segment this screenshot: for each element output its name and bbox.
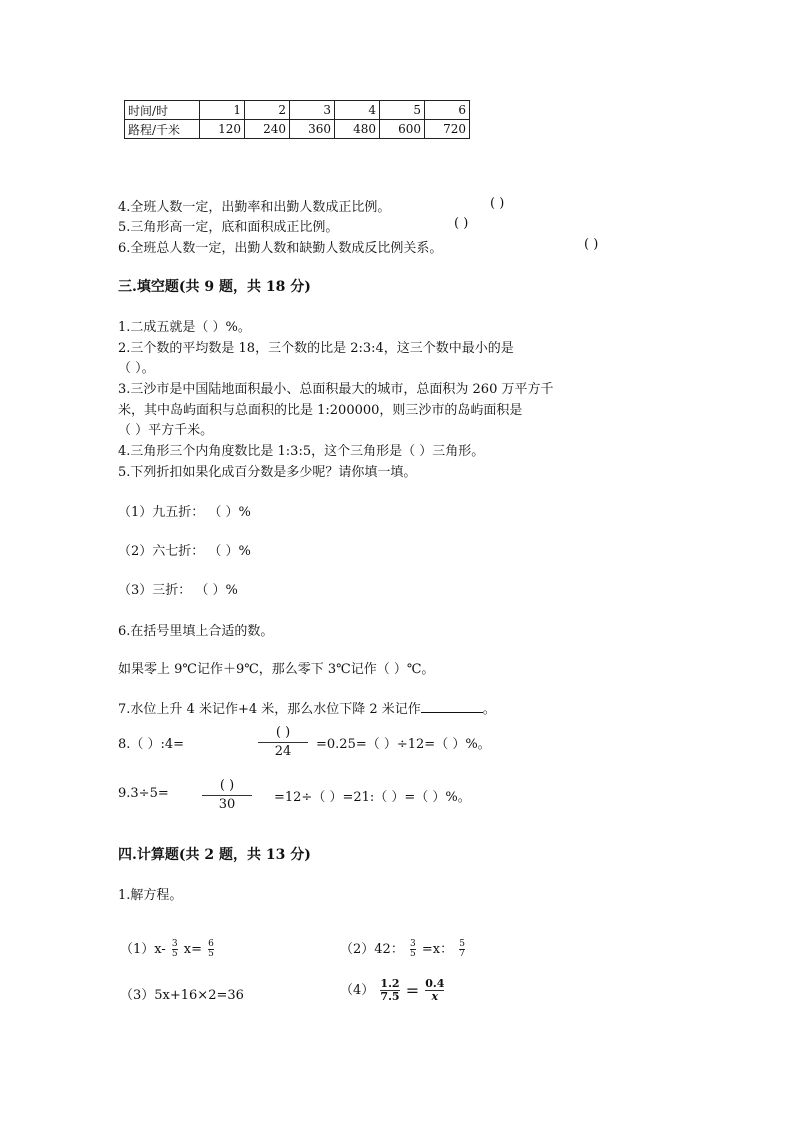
fraction bbox=[172, 940, 178, 959]
table-cell: 4 bbox=[335, 101, 380, 120]
fraction bbox=[410, 940, 416, 959]
judge-question-5: 5.三角形高一定，底和面积成正比例。 bbox=[118, 220, 339, 235]
fill-question-9-left: 9.3÷5= bbox=[118, 786, 169, 801]
equation-2 bbox=[340, 938, 467, 959]
table-cell: 240 bbox=[245, 120, 290, 139]
fill-question-1: 1.二成五就是（ ）%。 bbox=[118, 320, 251, 335]
fill-question-8-right: =0.25=（ ）÷12=（ ）%。 bbox=[316, 737, 491, 752]
table-cell: 1 bbox=[200, 101, 245, 120]
question-text: 7.水位上升 4 米记作+4 米，那么水位下降 2 米记作 bbox=[118, 702, 421, 717]
fill-question-2: 2.三个数的平均数是 18，三个数的比是 2:3:4，这三个数中最小的是 bbox=[118, 341, 514, 356]
equals-sign: = bbox=[405, 981, 420, 1000]
question-end: 。 bbox=[482, 702, 496, 717]
fill-question-5-2: （2）六七折： （ ）% bbox=[118, 544, 251, 559]
equation-4 bbox=[340, 978, 446, 1003]
answer-paren[interactable]: ( ) bbox=[584, 237, 599, 252]
fill-question-6: 6.在括号里填上合适的数。 bbox=[118, 624, 274, 639]
table-row bbox=[125, 101, 470, 120]
fill-question-7 bbox=[118, 698, 496, 717]
answer-blank[interactable] bbox=[421, 700, 483, 713]
fraction-bar bbox=[202, 795, 252, 796]
fill-question-5-3: （3）三折： （ ）% bbox=[118, 583, 238, 598]
table-cell: 3 bbox=[290, 101, 335, 120]
fraction bbox=[202, 778, 252, 813]
answer-paren[interactable]: ( ) bbox=[454, 216, 469, 231]
fraction-denominator: 7 bbox=[459, 949, 465, 959]
fraction bbox=[208, 940, 214, 959]
table-cell: 720 bbox=[425, 120, 470, 139]
fraction bbox=[459, 940, 465, 959]
fraction-numerator: 1.2 bbox=[380, 977, 400, 990]
fill-question-6-line: 如果零上 9℃记作＋9℃，那么零下 3℃记作（ ）℃。 bbox=[118, 662, 435, 677]
fill-question-9-right: =12÷（ ）=21:（ ）=（ ）%。 bbox=[274, 790, 471, 805]
fraction-numerator[interactable]: ( ) bbox=[275, 725, 291, 740]
fraction-denominator: x bbox=[431, 990, 439, 1003]
judge-question-4: 4.全班人数一定，出勤率和出勤人数成正比例。 bbox=[118, 200, 391, 215]
equation-text: （1）x- bbox=[120, 942, 166, 957]
table-row-label: 时间/时 bbox=[125, 101, 200, 120]
table-cell: 5 bbox=[380, 101, 425, 120]
fraction-numerator: 3 bbox=[171, 939, 178, 949]
fill-question-5: 5.下列折扣如果化成百分数是多少呢？请你填一填。 bbox=[118, 465, 417, 480]
judge-question-6: 6.全班总人数一定，出勤人数和缺勤人数成反比例关系。 bbox=[118, 241, 443, 256]
fill-question-3-cont: 米，其中岛屿面积与总面积的比是 1:200000，则三沙市的岛屿面积是 bbox=[118, 403, 523, 418]
fraction-denominator: 5 bbox=[409, 949, 416, 959]
fill-question-4: 4.三角形三个内角度数比是 1:3:5，这个三角形是（ ）三角形。 bbox=[118, 444, 485, 459]
fraction-denominator: 5 bbox=[171, 949, 178, 959]
fraction-numerator: 3 bbox=[409, 939, 416, 949]
fraction-numerator[interactable]: ( ) bbox=[219, 778, 235, 793]
fill-question-3-cont: （ ）平方千米。 bbox=[118, 423, 214, 438]
table-row-label: 路程/千米 bbox=[125, 120, 200, 139]
fraction bbox=[258, 725, 308, 760]
fraction-denominator: 5 bbox=[208, 949, 214, 959]
fraction-numerator: 5 bbox=[459, 939, 465, 949]
table-cell: 6 bbox=[425, 101, 470, 120]
fraction-numerator: 0.4 bbox=[425, 977, 445, 990]
table-cell: 600 bbox=[380, 120, 425, 139]
time-distance-table bbox=[124, 100, 470, 139]
fraction bbox=[380, 978, 399, 1003]
fill-question-2-cont: （ ）。 bbox=[118, 361, 155, 376]
equation-1 bbox=[120, 938, 216, 959]
fraction-denominator: 7.5 bbox=[380, 990, 400, 1003]
table-cell: 2 bbox=[245, 101, 290, 120]
table-cell: 360 bbox=[290, 120, 335, 139]
fraction-denominator: 30 bbox=[218, 797, 236, 812]
fill-question-8-left: 8.（ ）:4= bbox=[118, 737, 185, 752]
fraction-denominator: 24 bbox=[274, 744, 292, 759]
equation-text: =x： bbox=[421, 942, 454, 957]
table-row bbox=[125, 120, 470, 139]
fill-question-5-1: （1）九五折： （ ）% bbox=[118, 505, 251, 520]
fraction bbox=[425, 978, 444, 1003]
equation-text: x= bbox=[183, 942, 203, 957]
section-title: 三.填空题(共 9 题，共 18 分) bbox=[118, 279, 311, 295]
table-cell: 120 bbox=[200, 120, 245, 139]
fraction-bar bbox=[258, 742, 308, 743]
fraction-numerator: 6 bbox=[208, 939, 214, 949]
calc-question-1: 1.解方程。 bbox=[118, 888, 183, 903]
answer-paren[interactable]: ( ) bbox=[490, 196, 505, 211]
equation-text: （2）42： bbox=[340, 942, 404, 957]
equation-3: （3）5x+16×2=36 bbox=[120, 988, 244, 1003]
section-title: 四.计算题(共 2 题，共 13 分) bbox=[118, 847, 311, 863]
equation-text: （4） bbox=[340, 983, 375, 998]
table-cell: 480 bbox=[335, 120, 380, 139]
fill-question-3: 3.三沙市是中国陆地面积最小、总面积最大的城市，总面积为 260 万平方千 bbox=[118, 382, 554, 397]
